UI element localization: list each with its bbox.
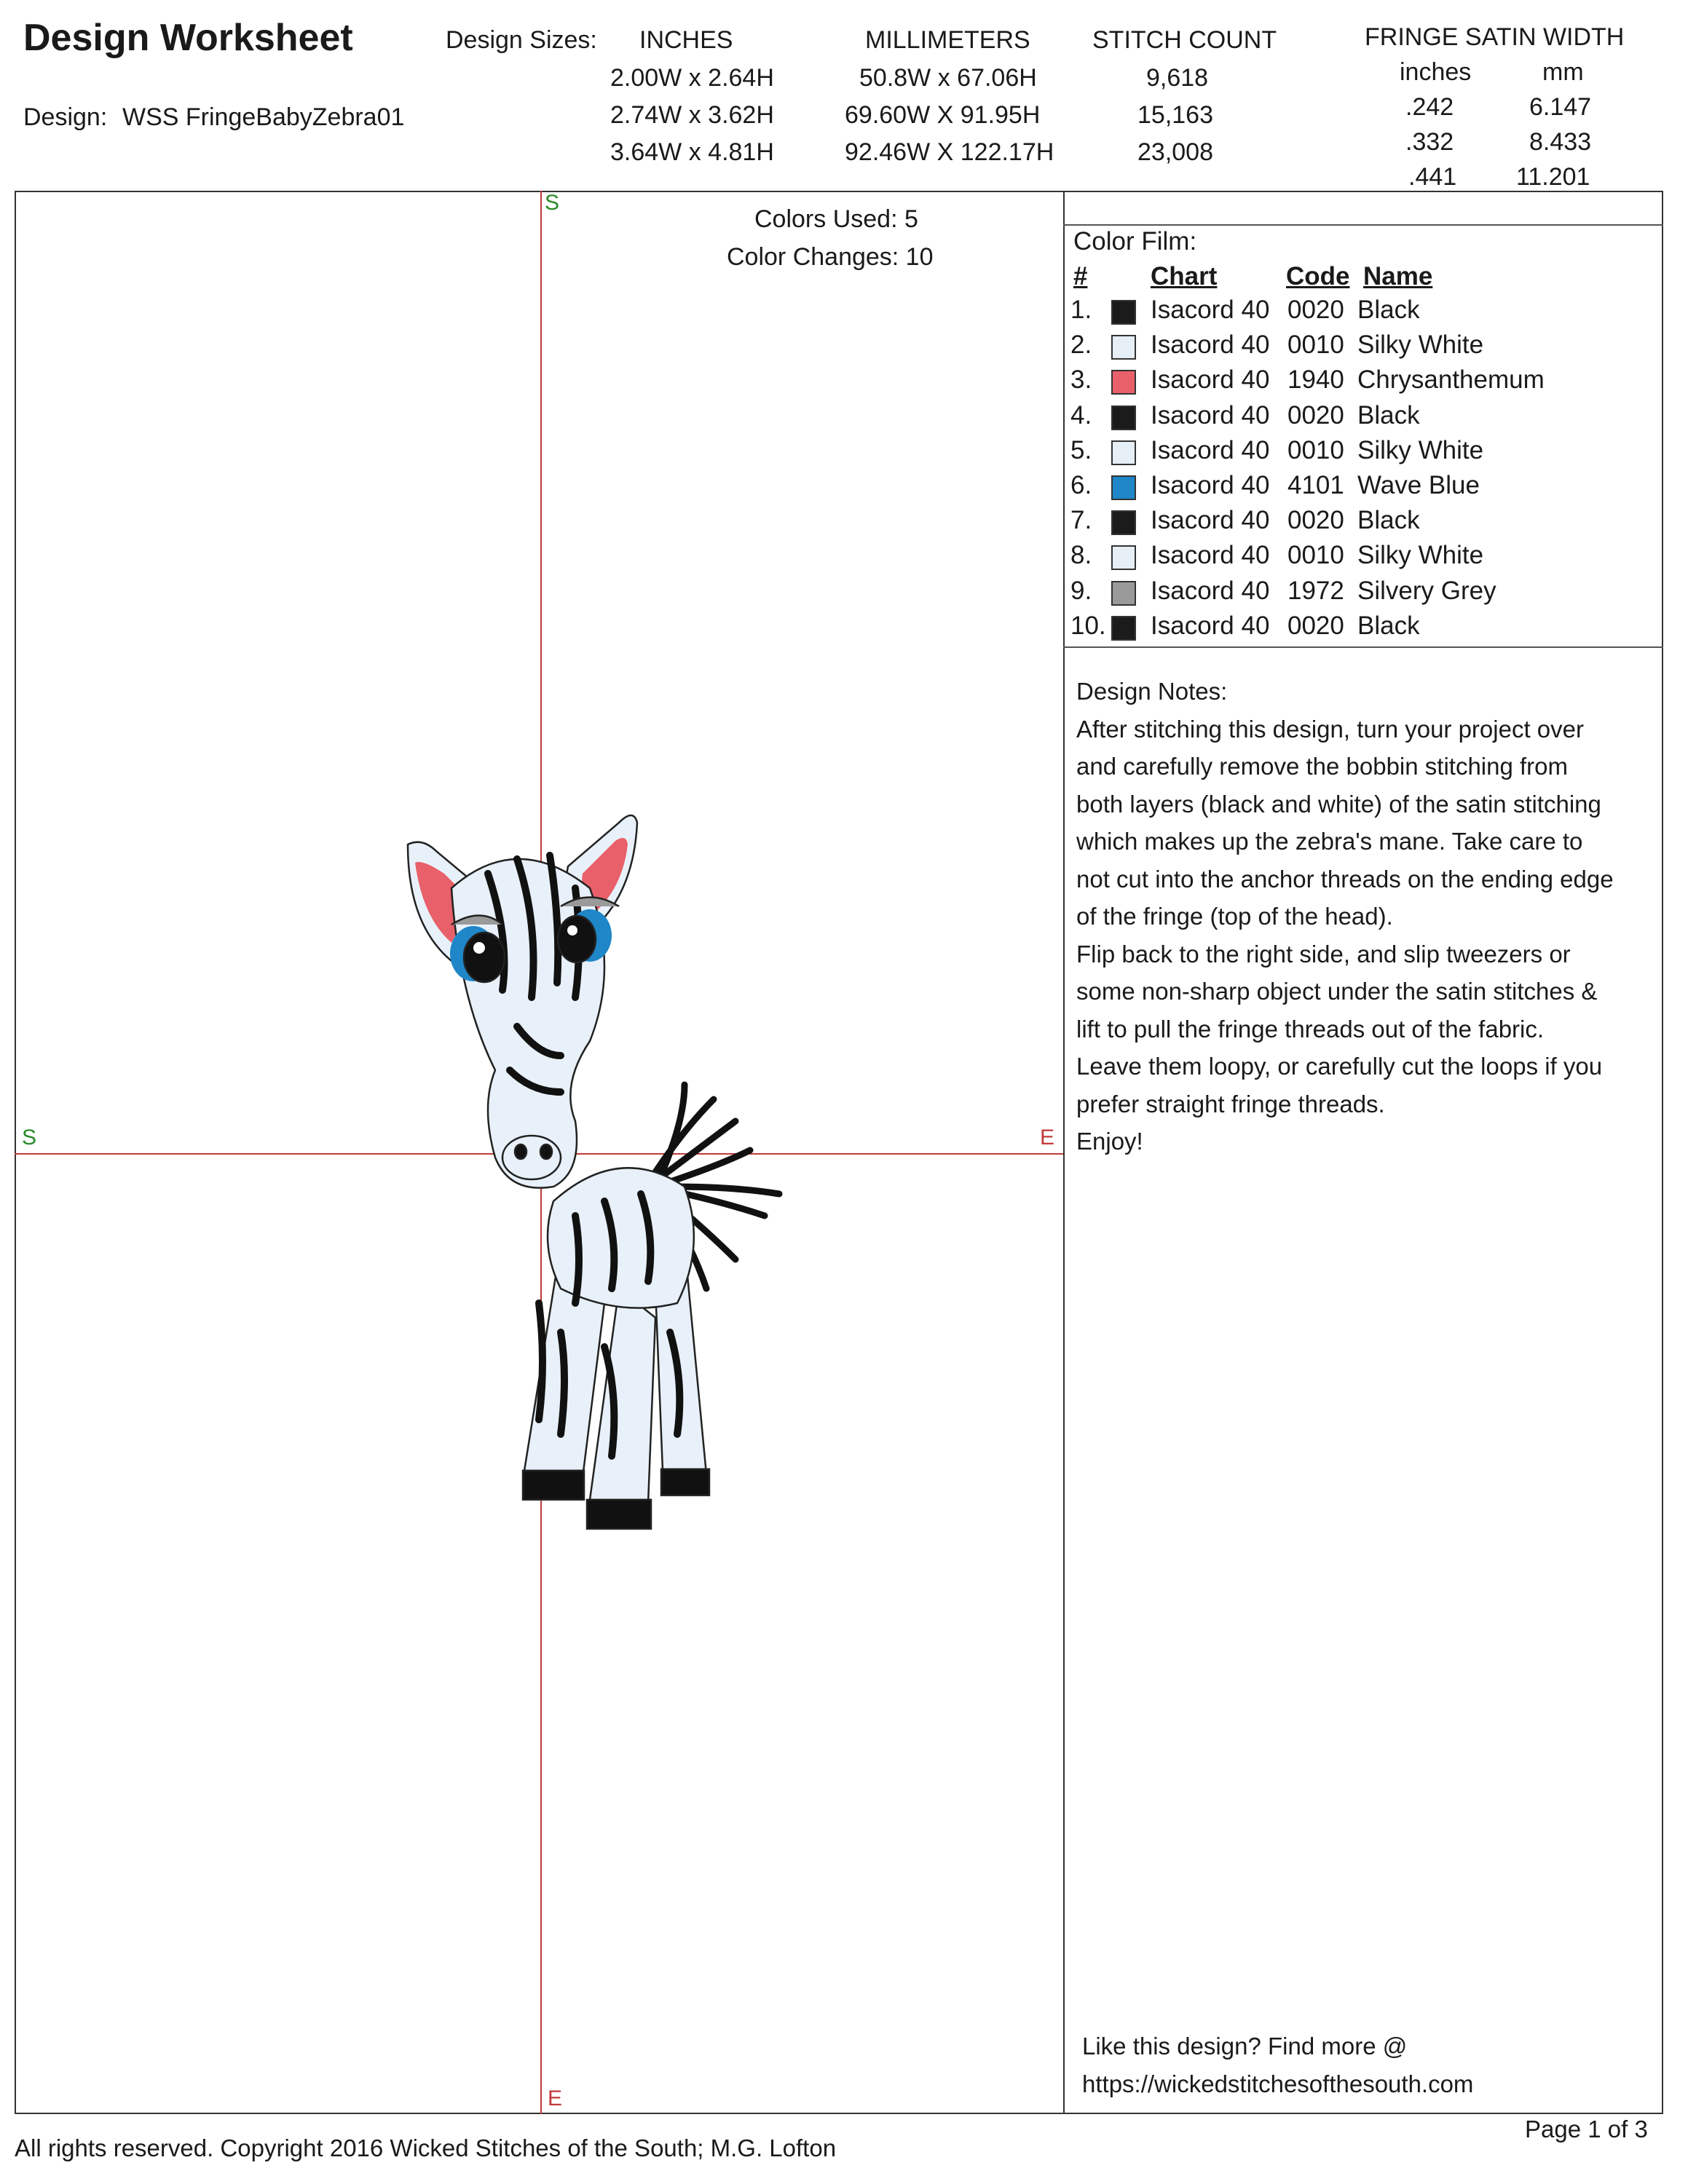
color-num: 6. — [1070, 471, 1092, 499]
color-swatch — [1111, 405, 1136, 430]
fringe-row-1-mm: 6.147 — [1529, 93, 1592, 121]
size-row-1-inches: 2.00W x 2.64H — [610, 64, 774, 92]
color-chart: Isacord 40 — [1151, 541, 1270, 570]
promo-text: Like this design? Find more @ — [1082, 2033, 1408, 2060]
start-mark-top: S — [545, 191, 560, 215]
color-film-col-name: Name — [1363, 262, 1433, 290]
fringe-unit-inches: inches — [1400, 58, 1472, 86]
size-row-1-mm: 50.8W x 67.06H — [859, 64, 1037, 92]
fringe-row-3-inches: .441 — [1408, 163, 1457, 191]
color-swatch — [1111, 475, 1136, 500]
color-film-col-chart: Chart — [1151, 262, 1218, 290]
size-row-3-stitches: 23,008 — [1137, 138, 1213, 166]
color-film-title: Color Film: — [1073, 227, 1197, 256]
design-notes-title: Design Notes: — [1076, 678, 1228, 705]
start-mark-left: S — [22, 1125, 37, 1150]
design-note-line: prefer straight fringe threads. — [1076, 1090, 1385, 1117]
size-row-3-inches: 3.64W x 4.81H — [610, 138, 774, 166]
size-row-2-mm: 69.60W X 91.95H — [845, 101, 1041, 129]
color-swatch — [1111, 370, 1136, 395]
color-chart: Isacord 40 — [1151, 611, 1270, 640]
design-note-line: some non-sharp object under the satin stitches & — [1076, 978, 1598, 1005]
col-mm-header: MILLIMETERS — [865, 26, 1030, 54]
color-name: Black — [1357, 611, 1420, 640]
color-code: 1940 — [1287, 365, 1344, 395]
design-note-line: of the fringe (top of the head). — [1076, 903, 1393, 930]
color-chart: Isacord 40 — [1151, 365, 1270, 395]
color-name: Chrysanthemum — [1357, 365, 1545, 395]
color-changes: Color Changes: 10 — [727, 243, 934, 271]
color-num: 1. — [1070, 296, 1092, 324]
color-code: 1972 — [1287, 576, 1344, 605]
design-note-line: both layers (black and white) of the satin stitching — [1076, 790, 1601, 818]
color-code: 0010 — [1287, 541, 1344, 570]
color-name: Black — [1357, 506, 1420, 535]
page-number: Page 1 of 3 — [1525, 2116, 1648, 2143]
color-swatch — [1111, 616, 1136, 641]
color-code: 0020 — [1287, 296, 1344, 324]
color-code: 0020 — [1287, 506, 1344, 535]
color-code: 0010 — [1287, 331, 1344, 360]
color-name: Black — [1357, 400, 1420, 430]
col-fringe-header: FRINGE SATIN WIDTH — [1365, 23, 1625, 51]
design-note-line: Flip back to the right side, and slip tweezers or — [1076, 940, 1571, 968]
color-name: Wave Blue — [1357, 471, 1480, 499]
size-row-3-mm: 92.46W X 122.17H — [845, 138, 1054, 166]
color-code: 0020 — [1287, 611, 1344, 640]
color-code: 0010 — [1287, 435, 1344, 464]
design-note-line: Leave them loopy, or carefully cut the loops if you — [1076, 1053, 1603, 1080]
color-swatch — [1111, 581, 1136, 606]
design-note-line: lift to pull the fringe threads out of the fabric. — [1076, 1015, 1545, 1042]
color-film-col-code: Code — [1286, 262, 1350, 290]
color-name: Black — [1357, 296, 1420, 324]
design-name: WSS FringeBabyZebra01 — [122, 103, 405, 131]
color-num: 2. — [1070, 331, 1092, 360]
color-num: 8. — [1070, 541, 1092, 570]
fringe-row-2-mm: 8.433 — [1529, 128, 1592, 156]
copyright: All rights reserved. Copyright 2016 Wicked Stitches of the South; M.G. Lofton — [15, 2134, 837, 2161]
colors-used: Colors Used: 5 — [754, 205, 918, 233]
color-num: 10. — [1070, 611, 1106, 640]
col-inches-header: INCHES — [639, 26, 733, 54]
color-code: 4101 — [1287, 471, 1344, 499]
design-notes — [1076, 673, 1644, 1160]
end-mark-bottom: E — [548, 2086, 563, 2110]
color-name: Silky White — [1357, 541, 1484, 570]
fringe-row-3-mm: 11.201 — [1516, 163, 1590, 191]
color-num: 5. — [1070, 435, 1092, 464]
design-note-line: and carefully remove the bobbin stitching from — [1076, 753, 1569, 780]
color-chart: Isacord 40 — [1151, 331, 1270, 360]
color-num: 9. — [1070, 576, 1092, 605]
column-divider — [1063, 191, 1065, 2114]
color-swatch — [1111, 545, 1136, 570]
design-label: Design: — [23, 103, 108, 131]
size-row-2-inches: 2.74W x 3.62H — [610, 101, 774, 129]
size-row-2-stitches: 15,163 — [1137, 101, 1213, 129]
color-num: 4. — [1070, 400, 1092, 430]
design-note-line: Enjoy! — [1076, 1128, 1143, 1155]
design-note-line: not cut into the anchor threads on the ending edge — [1076, 865, 1614, 893]
color-num: 3. — [1070, 365, 1092, 395]
notes-top-rule — [1063, 646, 1663, 648]
design-note-line: which makes up the zebra's mane. Take care to — [1076, 828, 1583, 855]
col-stitch-header: STITCH COUNT — [1092, 26, 1277, 54]
color-swatch — [1111, 335, 1136, 360]
fringe-row-1-inches: .242 — [1405, 93, 1454, 121]
color-chart: Isacord 40 — [1151, 576, 1270, 605]
design-note-line: After stitching this design, turn your project over — [1076, 715, 1584, 743]
color-name: Silky White — [1357, 331, 1484, 360]
color-name: Silvery Grey — [1357, 576, 1496, 605]
color-film-top-rule — [1063, 224, 1663, 226]
end-mark-right: E — [1040, 1125, 1055, 1150]
color-chart: Isacord 40 — [1151, 400, 1270, 430]
color-chart: Isacord 40 — [1151, 435, 1270, 464]
fringe-row-2-inches: .332 — [1405, 128, 1454, 156]
color-swatch — [1111, 300, 1136, 325]
color-film-col-num: # — [1073, 262, 1088, 290]
color-name: Silky White — [1357, 435, 1484, 464]
page-title: Design Worksheet — [23, 17, 353, 59]
color-swatch — [1111, 440, 1136, 465]
color-chart: Isacord 40 — [1151, 296, 1270, 324]
promo-url[interactable]: https://wickedstitchesofthesouth.com — [1082, 2070, 1474, 2097]
fringe-unit-mm: mm — [1542, 58, 1584, 86]
size-row-1-stitches: 9,618 — [1146, 64, 1209, 92]
color-code: 0020 — [1287, 400, 1344, 430]
zebra-design-preview — [342, 779, 837, 1536]
design-sizes-label: Design Sizes: — [446, 26, 597, 54]
color-chart: Isacord 40 — [1151, 471, 1270, 499]
color-num: 7. — [1070, 506, 1092, 535]
color-swatch — [1111, 510, 1136, 535]
color-chart: Isacord 40 — [1151, 506, 1270, 535]
